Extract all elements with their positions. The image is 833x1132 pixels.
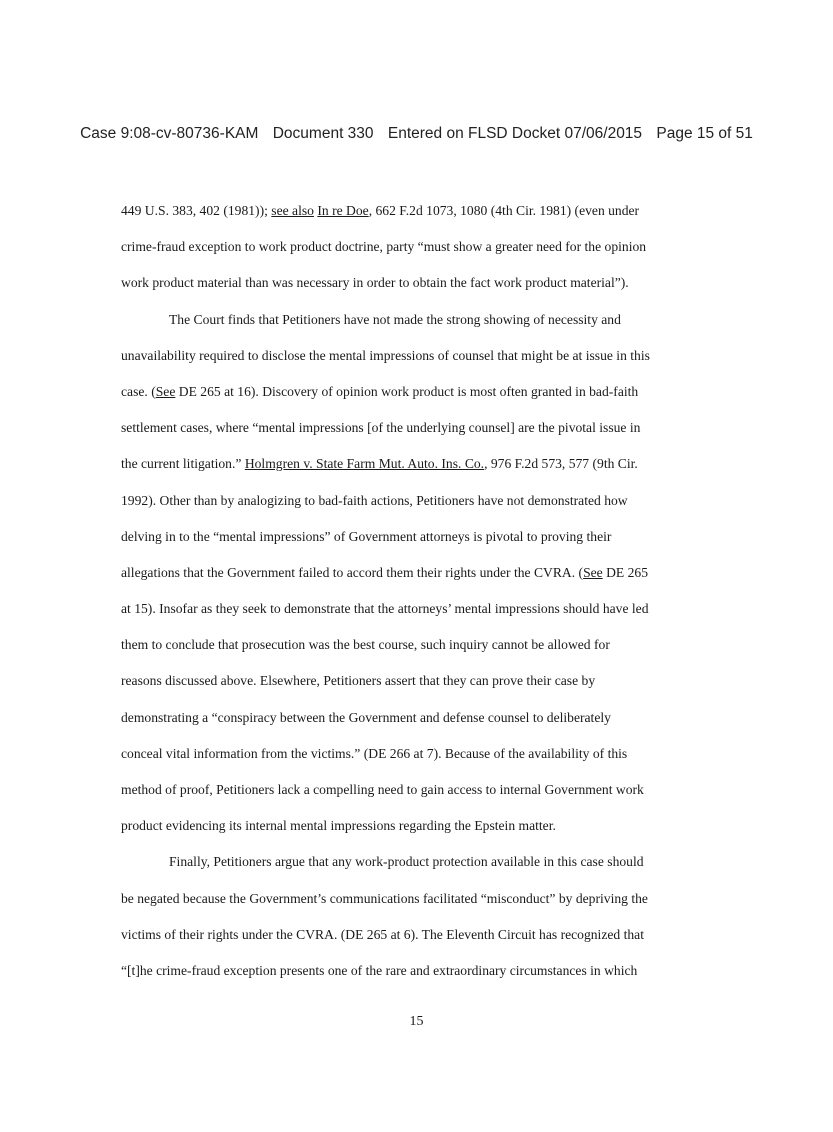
text-segment: “[t]he crime-fraud exception presents one of the rare and extraordinary circumstances in which xyxy=(121,962,638,978)
text-segment: , 976 F.2d 573, 577 (9th Cir. xyxy=(484,456,638,472)
text-line xyxy=(121,491,721,527)
text-segment: The Court finds that Petitioners have not made the strong showing of necessity and xyxy=(169,311,621,327)
text-segment: method of proof, Petitioners lack a compelling need to gain access to internal Government work xyxy=(121,782,644,797)
page-info: Page 15 of 51 xyxy=(656,125,753,142)
text-segment: delving in to the “mental impressions” of Government attorneys is pivotal to proving their xyxy=(121,528,612,544)
document-number: Document 330 xyxy=(272,125,374,142)
text-line xyxy=(121,563,721,599)
text-line xyxy=(121,237,721,273)
text-line xyxy=(121,201,721,237)
body-text xyxy=(121,201,721,997)
text-line xyxy=(121,635,721,671)
text-segment: reasons discussed above. Elsewhere, Petitioners assert that they can prove their case by xyxy=(121,673,596,689)
text-line xyxy=(121,346,721,382)
text-line xyxy=(121,310,721,346)
entry-info: Entered on FLSD Docket 07/06/2015 xyxy=(387,125,643,142)
citation-text: Holmgren v. State Farm Mut. Auto. Ins. Co. xyxy=(244,456,485,472)
text-line xyxy=(121,273,721,309)
citation-text: See xyxy=(583,564,603,580)
text-segment: the current litigation.” xyxy=(121,456,245,472)
text-segment: unavailability required to disclose the mental impressions of counsel that might be at issue in this xyxy=(121,347,650,363)
text-segment: Finally, Petitioners argue that any work-product protection available in this case should xyxy=(169,854,644,870)
page-number: 15 xyxy=(409,1014,424,1029)
text-line xyxy=(121,744,721,780)
text-segment: crime-fraud exception to work product doctrine, party “must show a greater need for the opinion xyxy=(121,239,647,255)
text-line xyxy=(121,925,721,961)
text-line xyxy=(121,671,721,707)
text-segment: them to conclude that prosecution was the best course, such inquiry cannot be allowed for xyxy=(121,637,610,653)
text-line xyxy=(121,599,721,635)
text-segment: 1992). Other than by analogizing to bad-faith actions, Petitioners have not demonstrated how xyxy=(121,492,628,508)
text-segment: allegations that the Government failed to accord them their rights under the CVRA. ( xyxy=(121,564,584,580)
text-segment: DE 265 xyxy=(602,564,649,580)
text-line xyxy=(121,418,721,454)
text-segment: settlement cases, where “mental impressions [of the underlying counsel] are the pivotal issue in xyxy=(121,420,641,436)
docket-header xyxy=(0,125,833,143)
text-line xyxy=(121,527,721,563)
text-line xyxy=(121,961,721,997)
text-segment: product evidencing its internal mental impressions regarding the Epstein matter. xyxy=(121,818,556,834)
text-segment: conceal vital information from the victims.” (DE 266 at 7). Because of the availability of this xyxy=(121,745,628,761)
text-segment: DE 265 at 16). Discovery of opinion work product is most often granted in bad-faith xyxy=(175,383,639,399)
text-segment: victims of their rights under the CVRA. (DE 265 at 6). The Eleventh Circuit has recognized that xyxy=(121,926,644,942)
text-segment: work product material than was necessary in order to obtain the fact work product material”). xyxy=(121,275,629,291)
citation-text: In re Doe xyxy=(317,203,369,218)
citation-text: See xyxy=(155,383,176,399)
text-segment: be negated because the Government’s communications facilitated “misconduct” by depriving the xyxy=(121,890,648,906)
text-line xyxy=(121,852,721,888)
text-segment: , 662 F.2d 1073, 1080 (4th Cir. 1981) (even under xyxy=(368,203,640,218)
citation-text: see also xyxy=(271,203,314,218)
case-number: Case 9:08-cv-80736-KAM xyxy=(80,125,259,142)
text-line xyxy=(121,816,721,852)
text-line xyxy=(121,708,721,744)
text-line xyxy=(121,454,721,490)
text-segment: demonstrating a “conspiracy between the Government and defense counsel to deliberately xyxy=(121,709,611,725)
text-segment: 449 U.S. 383, 402 (1981)); xyxy=(121,203,272,218)
text-segment: case. ( xyxy=(121,383,156,399)
text-line xyxy=(121,382,721,418)
text-line xyxy=(121,780,721,816)
text-segment: at 15). Insofar as they seek to demonstrate that the attorneys’ mental impressions should have led xyxy=(121,601,649,617)
text-line xyxy=(121,889,721,925)
